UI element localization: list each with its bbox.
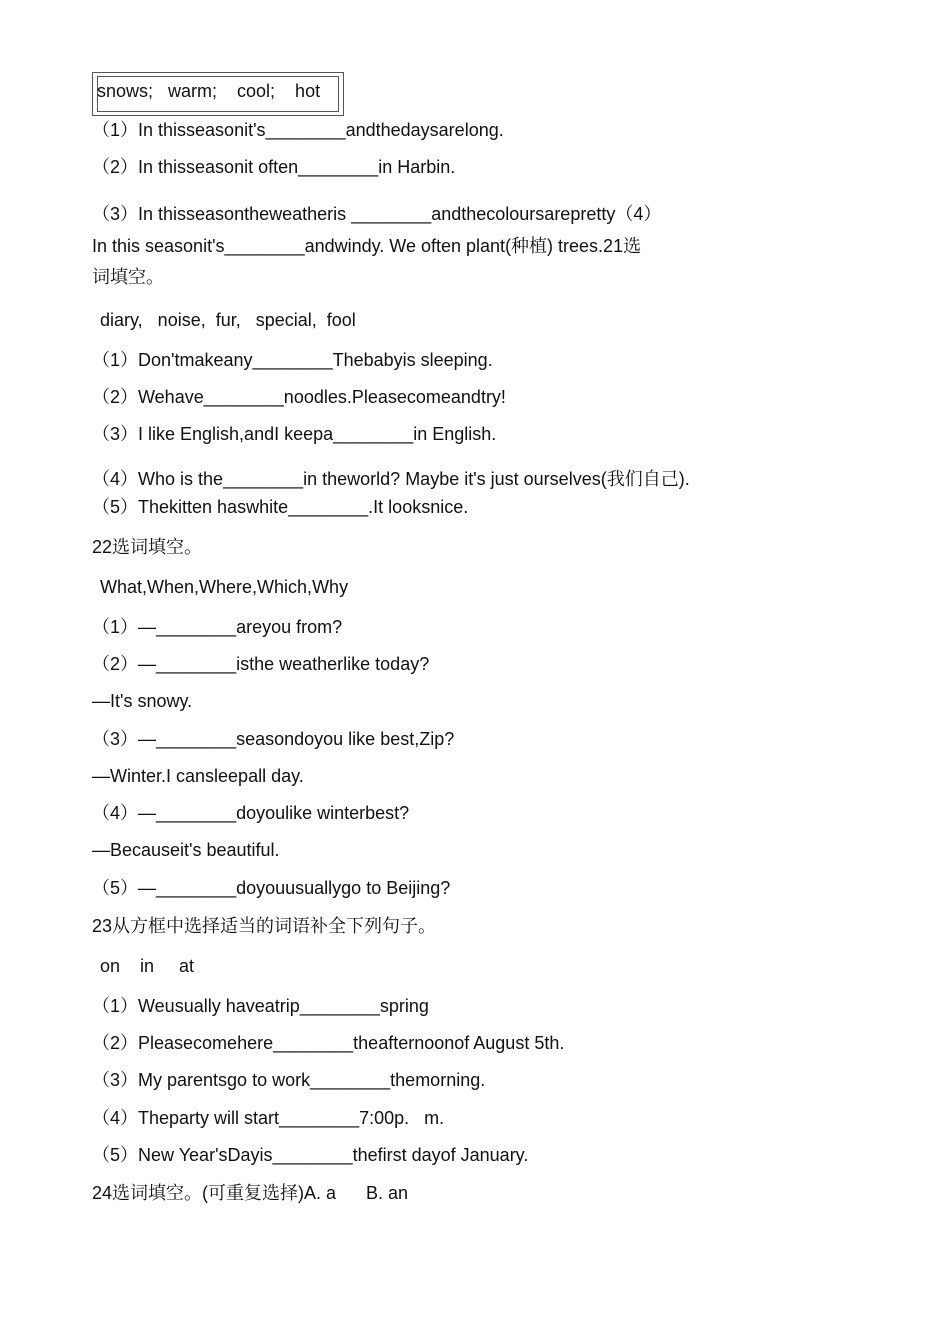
q23-item-2: （2）Pleasecomehere________theafternoonof August 5th. [92, 1033, 565, 1053]
q23-word-list: on in at [100, 956, 195, 976]
q23-item-1: （1）Weusually haveatrip________spring [92, 996, 429, 1016]
q23-item-4: （4）Theparty will start________7:00p. m. [92, 1108, 445, 1128]
q22-item-5: （5）—________doyouusuallygo to Beijing? [92, 878, 451, 898]
q22-item-3: （3）—________seasondoyou like best,Zip? [92, 729, 455, 749]
q21-item-4: （4）Who is the________in theworld? Maybe it's just ourselves(我们自己). [92, 469, 690, 489]
q21-word-list: diary, noise, fur, special, fool [100, 310, 356, 330]
q22-item-1: （1）—________areyou from? [92, 617, 343, 637]
q20-item-3: （3）In thisseasontheweatheris ________andthecoloursarepretty（4） [92, 204, 662, 224]
q21-item-3: （3）I like English,andI keepa________in English. [92, 424, 497, 444]
q22-word-list: What,When,Where,Which,Why [100, 577, 349, 597]
q20-item-2: （2）In thisseasonit often________in Harbin. [92, 157, 456, 177]
q22-item-2: （2）—________isthe weatherlike today? [92, 654, 430, 674]
q21-item-5: （5）Thekitten haswhite________.It looksnice. [92, 497, 469, 517]
q20-item-1: （1）In thisseasonit's________andthedaysarelong. [92, 120, 504, 140]
q23-item-5: （5）New Year'sDayis________thefirst dayof January. [92, 1145, 529, 1165]
q21-item-2: （2）Wehave________noodles.Pleasecomeandtry! [92, 387, 506, 407]
q24-title: 24选词填空。(可重复选择)A. a B. an [92, 1183, 409, 1203]
q21-title: 词填空。 [92, 267, 164, 287]
q21-item-1: （1）Don'tmakeany________Thebabyis sleeping. [92, 350, 493, 370]
q22-answer-4: —Becauseit's beautiful. [92, 840, 280, 860]
q20-item-4: In this seasonit's________andwindy. We often plant(种植) trees.21选 [92, 236, 642, 256]
word-box [92, 72, 344, 116]
q22-item-4: （4）—________doyoulike winterbest? [92, 803, 410, 823]
q22-answer-3: —Winter.I cansleepall day. [92, 766, 304, 786]
q22-title: 22选词填空。 [92, 537, 203, 557]
word-box-text: snows; warm; cool; hot [97, 81, 321, 101]
q22-answer-2: —It's snowy. [92, 691, 193, 711]
q23-title: 23从方框中选择适当的词语补全下列句子。 [92, 916, 437, 936]
q23-item-3: （3）My parentsgo to work________themorning. [92, 1070, 486, 1090]
